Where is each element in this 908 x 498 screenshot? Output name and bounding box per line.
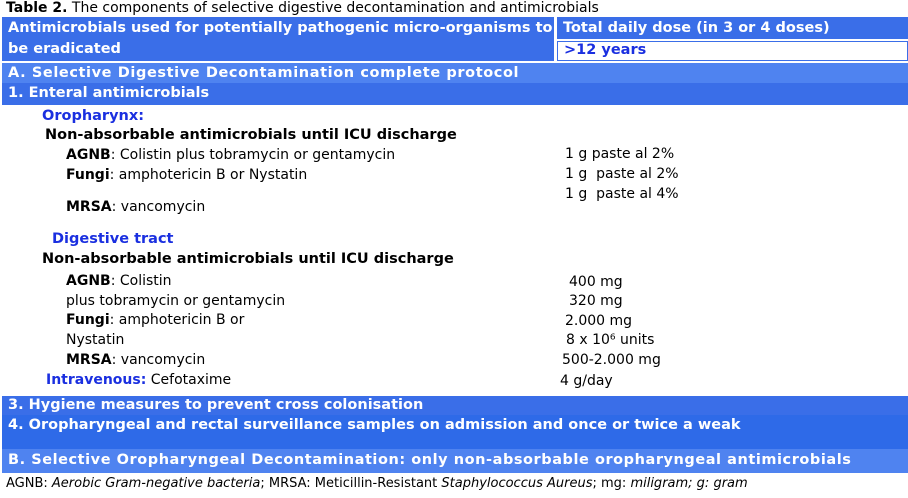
oropharynx-dose-fungi: 1 g paste al 2% [565, 166, 679, 182]
surveillance-text: 4. Oropharyngeal and rectal surveillance samples on admission and once or twice a weak [8, 417, 741, 433]
header-right-line2: >12 years [564, 42, 647, 58]
organism-label: MRSA [66, 199, 112, 215]
digestive-dose-nystatin: 8 x 10⁶ units [566, 332, 655, 348]
digestive-row-fungi [66, 311, 244, 329]
drug-text: : amphotericin B or Nystatin [109, 167, 308, 183]
oropharynx-dose-mrsa: 1 g paste al 4% [565, 186, 679, 202]
table-label: Table 2. [6, 0, 68, 16]
digestive-dose-agnb: 400 mg [569, 274, 623, 290]
digestive-row-mrsa [66, 351, 205, 369]
oropharynx-dose-agnb: 1 g paste al 2% [565, 146, 675, 162]
organism-label: AGNB [66, 273, 111, 289]
drug-text: : Colistin plus tobramycin or gentamycin [110, 147, 396, 163]
footnote-italic: miligram; g: gram [630, 476, 748, 491]
footnote-italic: Staphylococcus Aureus [441, 476, 593, 491]
surveillance-band [2, 415, 908, 449]
organism-label: AGNB [66, 147, 111, 163]
oropharynx-subtitle: Non-absorbable antimicrobials until ICU discharge [45, 127, 457, 143]
digestive-row-nystatin [66, 331, 124, 349]
oropharynx-title: Oropharynx: [42, 108, 145, 124]
intravenous-label: Intravenous: [46, 372, 147, 388]
intravenous-drug: Cefotaxime [146, 372, 232, 388]
table-caption [6, 0, 599, 17]
digestive-title: Digestive tract [52, 231, 174, 247]
digestive-row-agnb [66, 272, 172, 290]
organism-label: Fungi [66, 312, 110, 328]
organism-label: MRSA [66, 352, 112, 368]
section-a-subtitle: 1. Enteral antimicrobials [8, 85, 210, 101]
digestive-row-tobra [66, 292, 285, 310]
section-a-title: A. Selective Digestive Decontamination complete protocol [8, 65, 520, 81]
footnote-part: AGNB: [6, 476, 52, 491]
drug-text: : vancomycin [111, 352, 206, 368]
organism-label: Fungi [66, 167, 110, 183]
header-right-line1: Total daily dose (in 3 or 4 doses) [563, 20, 830, 36]
section-b-title: B. Selective Oropharyngeal Decontamination: only non-absorbable oropharyngeal antimicrobials [8, 452, 852, 468]
footnote [6, 476, 748, 491]
oropharynx-row-agnb [66, 146, 395, 164]
drug-text: : vancomycin [111, 199, 206, 215]
hygiene-band [2, 396, 908, 415]
section-b-band [2, 449, 908, 473]
header-left-line2: be eradicated [8, 41, 121, 57]
footnote-part: ; MRSA: Meticillin-Resistant [260, 476, 442, 491]
header-right-cell [557, 17, 908, 39]
drug-text: plus tobramycin or gentamycin [66, 293, 286, 309]
header-age-cell [557, 41, 908, 61]
header-left-line1: Antimicrobials used for potentially pathogenic micro-organisms to [8, 20, 553, 36]
footnote-part: ; mg: [592, 476, 631, 491]
digestive-dose-tobra: 320 mg [569, 293, 623, 309]
drug-text: Nystatin [66, 332, 125, 348]
digestive-subtitle: Non-absorbable antimicrobials until ICU discharge [42, 251, 454, 267]
intravenous-dose: 4 g/day [560, 373, 613, 389]
drug-text: : Colistin [110, 273, 172, 289]
footnote-italic: Aerobic Gram-negative bacteria [51, 476, 261, 491]
oropharynx-row-mrsa [66, 198, 205, 216]
intravenous-row [46, 371, 231, 389]
drug-text: : amphotericin B or [109, 312, 245, 328]
header-left-cell [2, 17, 554, 61]
digestive-dose-fungi: 2.000 mg [565, 313, 633, 329]
table-title: The components of selective digestive decontamination and antimicrobials [71, 0, 599, 16]
hygiene-text: 3. Hygiene measures to prevent cross colonisation [8, 397, 424, 413]
oropharynx-row-fungi [66, 166, 307, 184]
digestive-dose-mrsa: 500-2.000 mg [562, 352, 661, 368]
